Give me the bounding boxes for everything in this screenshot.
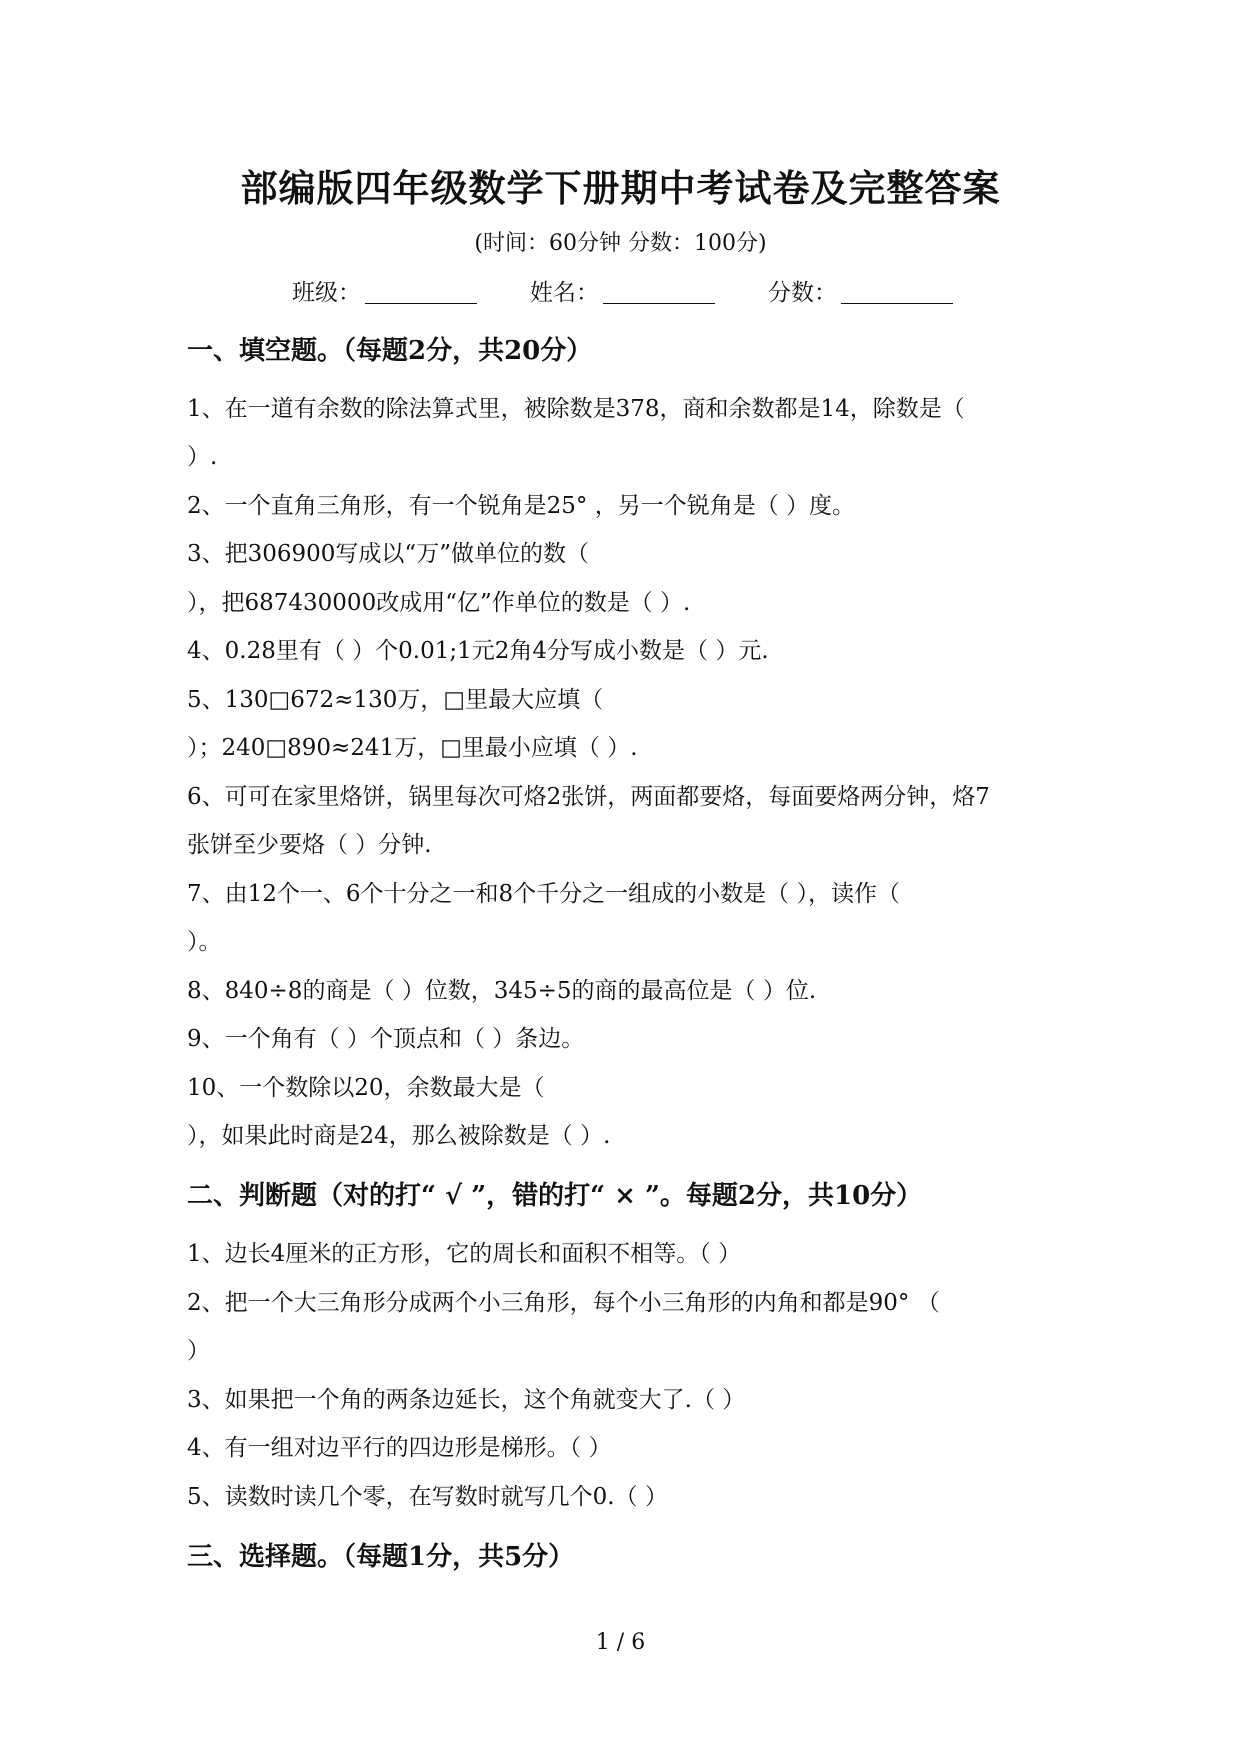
score-label: 分数： (768, 280, 837, 306)
name-field (530, 274, 715, 307)
question-line: 2、把一个大三角形分成两个小三角形，每个小三角形的内角和都是90° （ (187, 1290, 940, 1316)
question-line: ）；240□890≈241万，□里最小应填（ ）. (187, 735, 638, 761)
question-line: 3、把306900写成以“万”做单位的数（ (187, 541, 589, 567)
question-line: 3、如果把一个角的两条边延长，这个角就变大了.（ ） (187, 1387, 746, 1413)
question-line: 5、读数时读几个零，在写数时就写几个0.（ ） (187, 1484, 668, 1510)
question-line: 9、一个角有（ ）个顶点和（ ）条边。 (187, 1026, 585, 1052)
question-line: 8、840÷8的商是（ ）位数，345÷5的商的最高位是（ ）位. (187, 978, 817, 1004)
question-line: ）. (187, 444, 218, 470)
question-line: 1、边长4厘米的正方形，它的周长和面积不相等。（ ） (187, 1241, 742, 1267)
name-label: 姓名： (530, 280, 599, 306)
question-line: ）。 (187, 929, 222, 955)
section-true-false: 二、判断题（对的打“ √ ”，错的打“ × ”。每题2分，共10分） (187, 1181, 923, 1211)
score-field (768, 274, 953, 307)
question-line: ），如果此时商是24，那么被除数是（ ）. (187, 1123, 611, 1149)
question-line: 7、由12个一、6个十分之一和8个千分之一组成的小数是（ ），读作（ (187, 881, 900, 907)
section-multiple-choice: 三、选择题。（每题1分，共5分） (187, 1542, 575, 1572)
question-line: ） (187, 1338, 210, 1364)
question-line: ），把687430000改成用“亿”作单位的数是（ ）. (187, 590, 691, 616)
name-blank (603, 279, 715, 304)
question-line: 6、可可在家里烙饼，锅里每次可烙2张饼，两面都要烙，每面要烙两分钟，烙7 (187, 784, 990, 810)
class-label: 班级： (292, 280, 361, 306)
question-line: 张饼至少要烙（ ）分钟. (187, 832, 432, 858)
exam-time-score: (时间：60分钟 分数：100分) (474, 231, 767, 256)
question-line: 4、有一组对边平行的四边形是梯形。（ ） (187, 1435, 612, 1461)
question-line: 4、0.28里有（ ）个0.01;1元2角4分写成小数是（ ）元. (187, 638, 769, 664)
page-number: 1 / 6 (595, 1630, 646, 1655)
score-blank (841, 279, 953, 304)
class-blank (365, 279, 477, 304)
question-line: 10、一个数除以20，余数最大是（ (187, 1075, 545, 1101)
question-line: 1、在一道有余数的除法算式里，被除数是378，商和余数都是14，除数是（ (187, 396, 965, 422)
class-field (292, 274, 477, 307)
page-title: 部编版四年级数学下册期中考试卷及完整答案 (240, 166, 1001, 210)
question-line: 5、130□672≈130万，□里最大应填（ (187, 687, 604, 713)
section-fill-in-blank: 一、填空题。（每题2分，共20分） (187, 336, 593, 366)
question-line: 2、一个直角三角形，有一个锐角是25° ，另一个锐角是（ ）度。 (187, 493, 856, 519)
